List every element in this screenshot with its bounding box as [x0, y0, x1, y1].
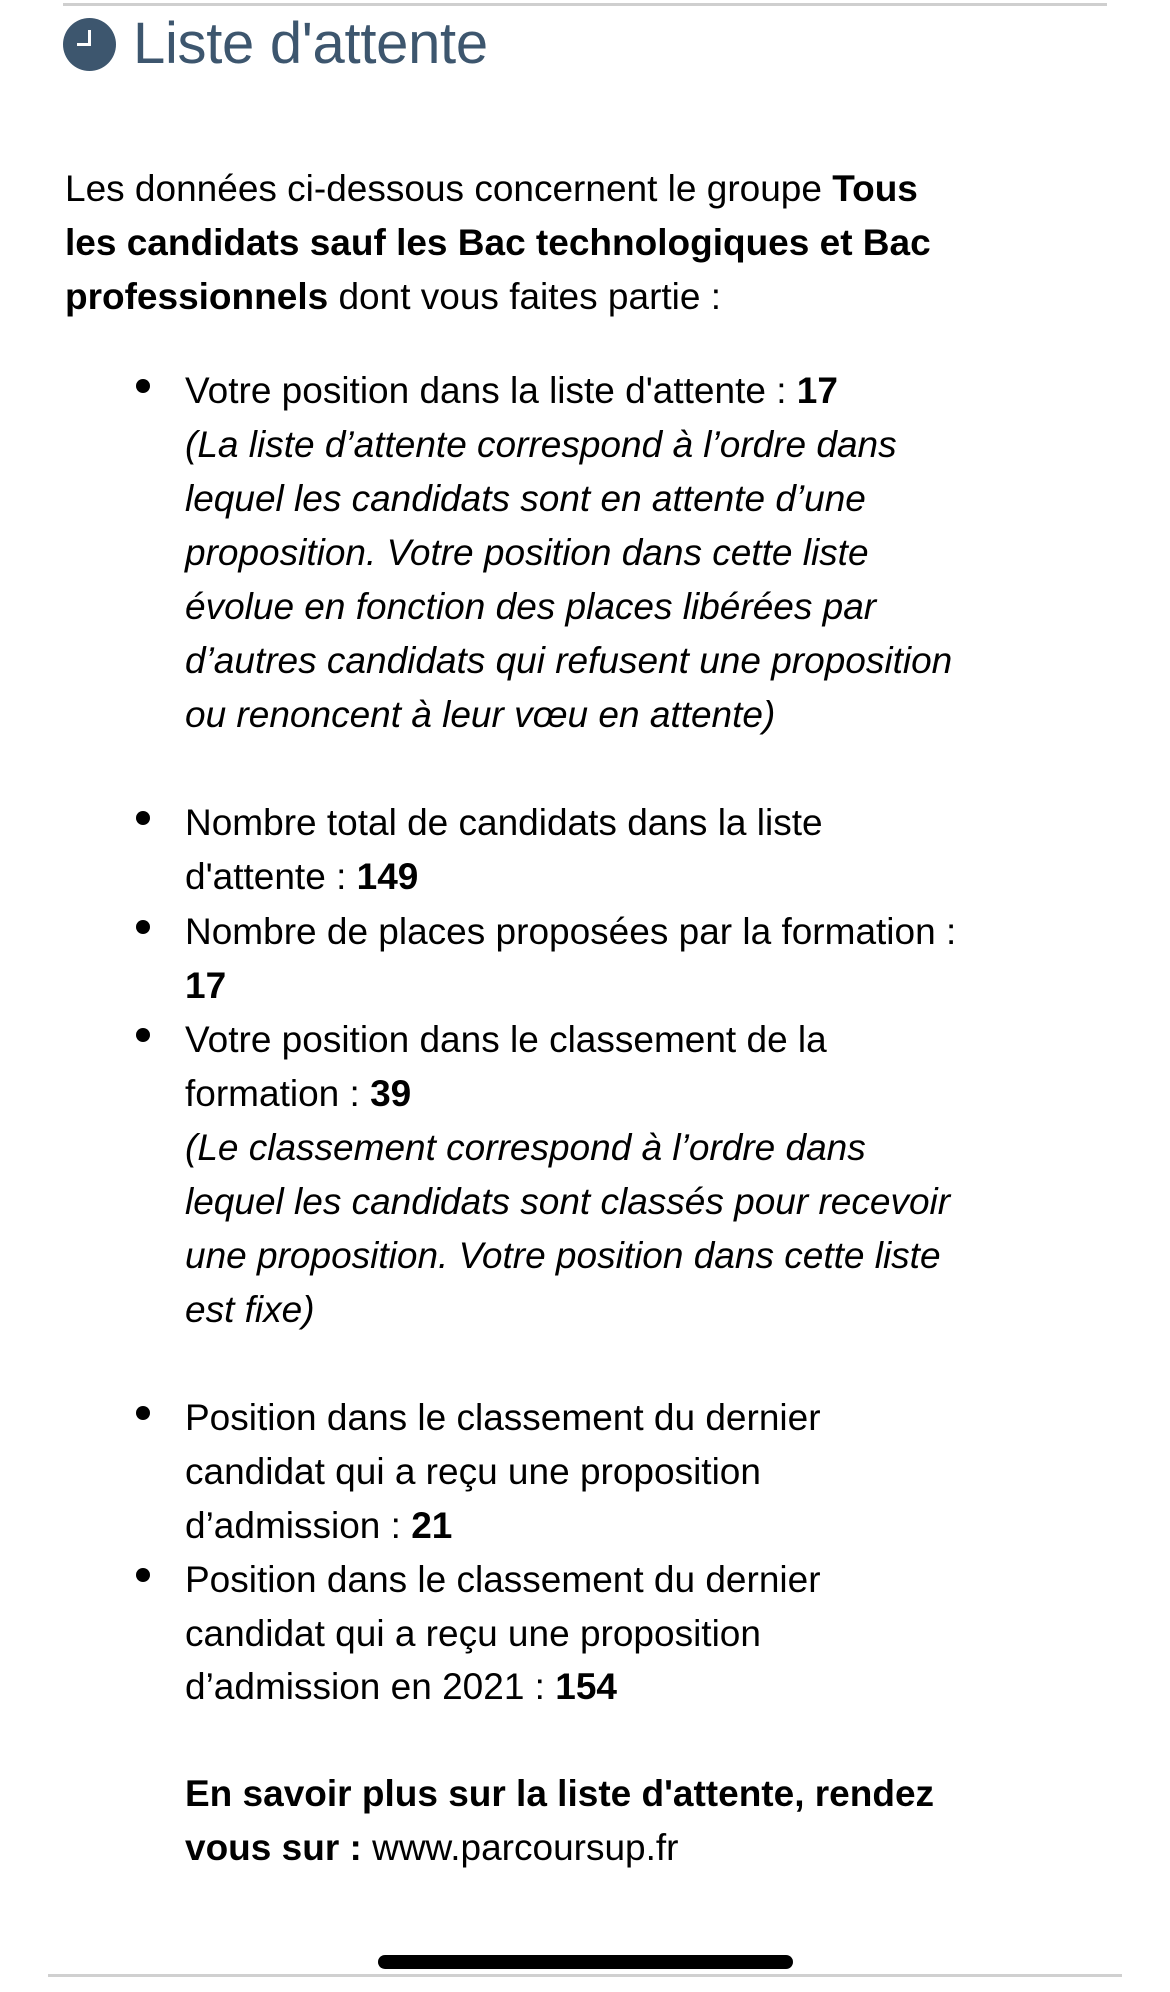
bullet-icon [136, 1028, 150, 1042]
bullet-icon [136, 1568, 150, 1582]
intro-text: Les données ci-dessous concernent le groupe [65, 168, 833, 209]
intro-text: dont vous faites partie : [328, 276, 722, 317]
item-value: 149 [356, 856, 419, 897]
item-value: 21 [411, 1505, 453, 1546]
label-text: d’admission en 2021 : [185, 1666, 556, 1707]
item-label: Nombre de places proposées par la formation : [185, 911, 957, 952]
item-label: candidat qui a reçu une proposition [185, 1613, 761, 1654]
item-note: d’autres candidats qui refusent une proposition [185, 640, 953, 681]
section-title: Liste d'attente [133, 11, 488, 76]
item-note: ou renoncent à leur vœu en attente) [185, 694, 776, 735]
group-name: Tous [832, 168, 918, 209]
bottom-divider [48, 1974, 1122, 1977]
item-label [185, 1499, 452, 1553]
item-value: 39 [370, 1073, 412, 1114]
label-text: formation : [185, 1073, 371, 1114]
item-label: candidat qui a reçu une proposition [185, 1451, 761, 1492]
intro-line [65, 216, 931, 270]
item-note: (Le classement correspond à l’ordre dans [185, 1127, 866, 1168]
bullet-icon [136, 811, 150, 825]
item-note: (La liste d’attente correspond à l’ordre dans [185, 424, 897, 465]
item-value: 154 [555, 1666, 617, 1707]
more-info-text: vous sur : [185, 1827, 373, 1868]
item-label: Nombre total de candidats dans la liste [185, 802, 823, 843]
item-note: est fixe) [185, 1289, 315, 1330]
item-note: évolue en fonction des places libérées par [185, 586, 877, 627]
item-note: une proposition. Votre position dans cette liste [185, 1235, 941, 1276]
item-label: Position dans le classement du dernier [185, 1559, 821, 1600]
item-label [185, 959, 226, 1013]
label-text: d'attente : [185, 856, 357, 897]
item-label [185, 850, 418, 904]
item-note: lequel les candidats sont classés pour recevoir [185, 1181, 951, 1222]
clock-icon [63, 18, 116, 71]
parcoursup-link[interactable]: www.parcoursup.fr [372, 1827, 679, 1868]
home-indicator[interactable] [378, 1955, 793, 1969]
item-label: Votre position dans le classement de la [185, 1019, 827, 1060]
label-text: d’admission : [185, 1505, 412, 1546]
item-value: 17 [185, 965, 227, 1006]
item-label [185, 1660, 617, 1714]
more-info-text: En savoir plus sur la liste d'attente, rendez [185, 1773, 935, 1814]
item-value: 17 [796, 370, 838, 411]
item-label: Position dans le classement du dernier [185, 1397, 821, 1438]
group-name: les candidats sauf les Bac technologiques et Bac [65, 222, 931, 263]
label-text: Votre position dans la liste d'attente : [185, 370, 797, 411]
bullet-icon [136, 920, 150, 934]
more-info-line [185, 1767, 934, 1821]
item-note: proposition. Votre position dans cette liste [185, 532, 869, 573]
section-header [63, 11, 488, 76]
item-label [185, 364, 838, 418]
item-label [185, 1067, 411, 1121]
intro-line [65, 162, 918, 216]
group-name: professionnels [65, 276, 329, 317]
bullet-icon [136, 379, 150, 393]
more-info-line [185, 1821, 679, 1875]
top-divider [63, 3, 1107, 6]
bullet-icon [136, 1406, 150, 1420]
item-note: lequel les candidats sont en attente d’une [185, 478, 866, 519]
intro-line [65, 270, 721, 324]
